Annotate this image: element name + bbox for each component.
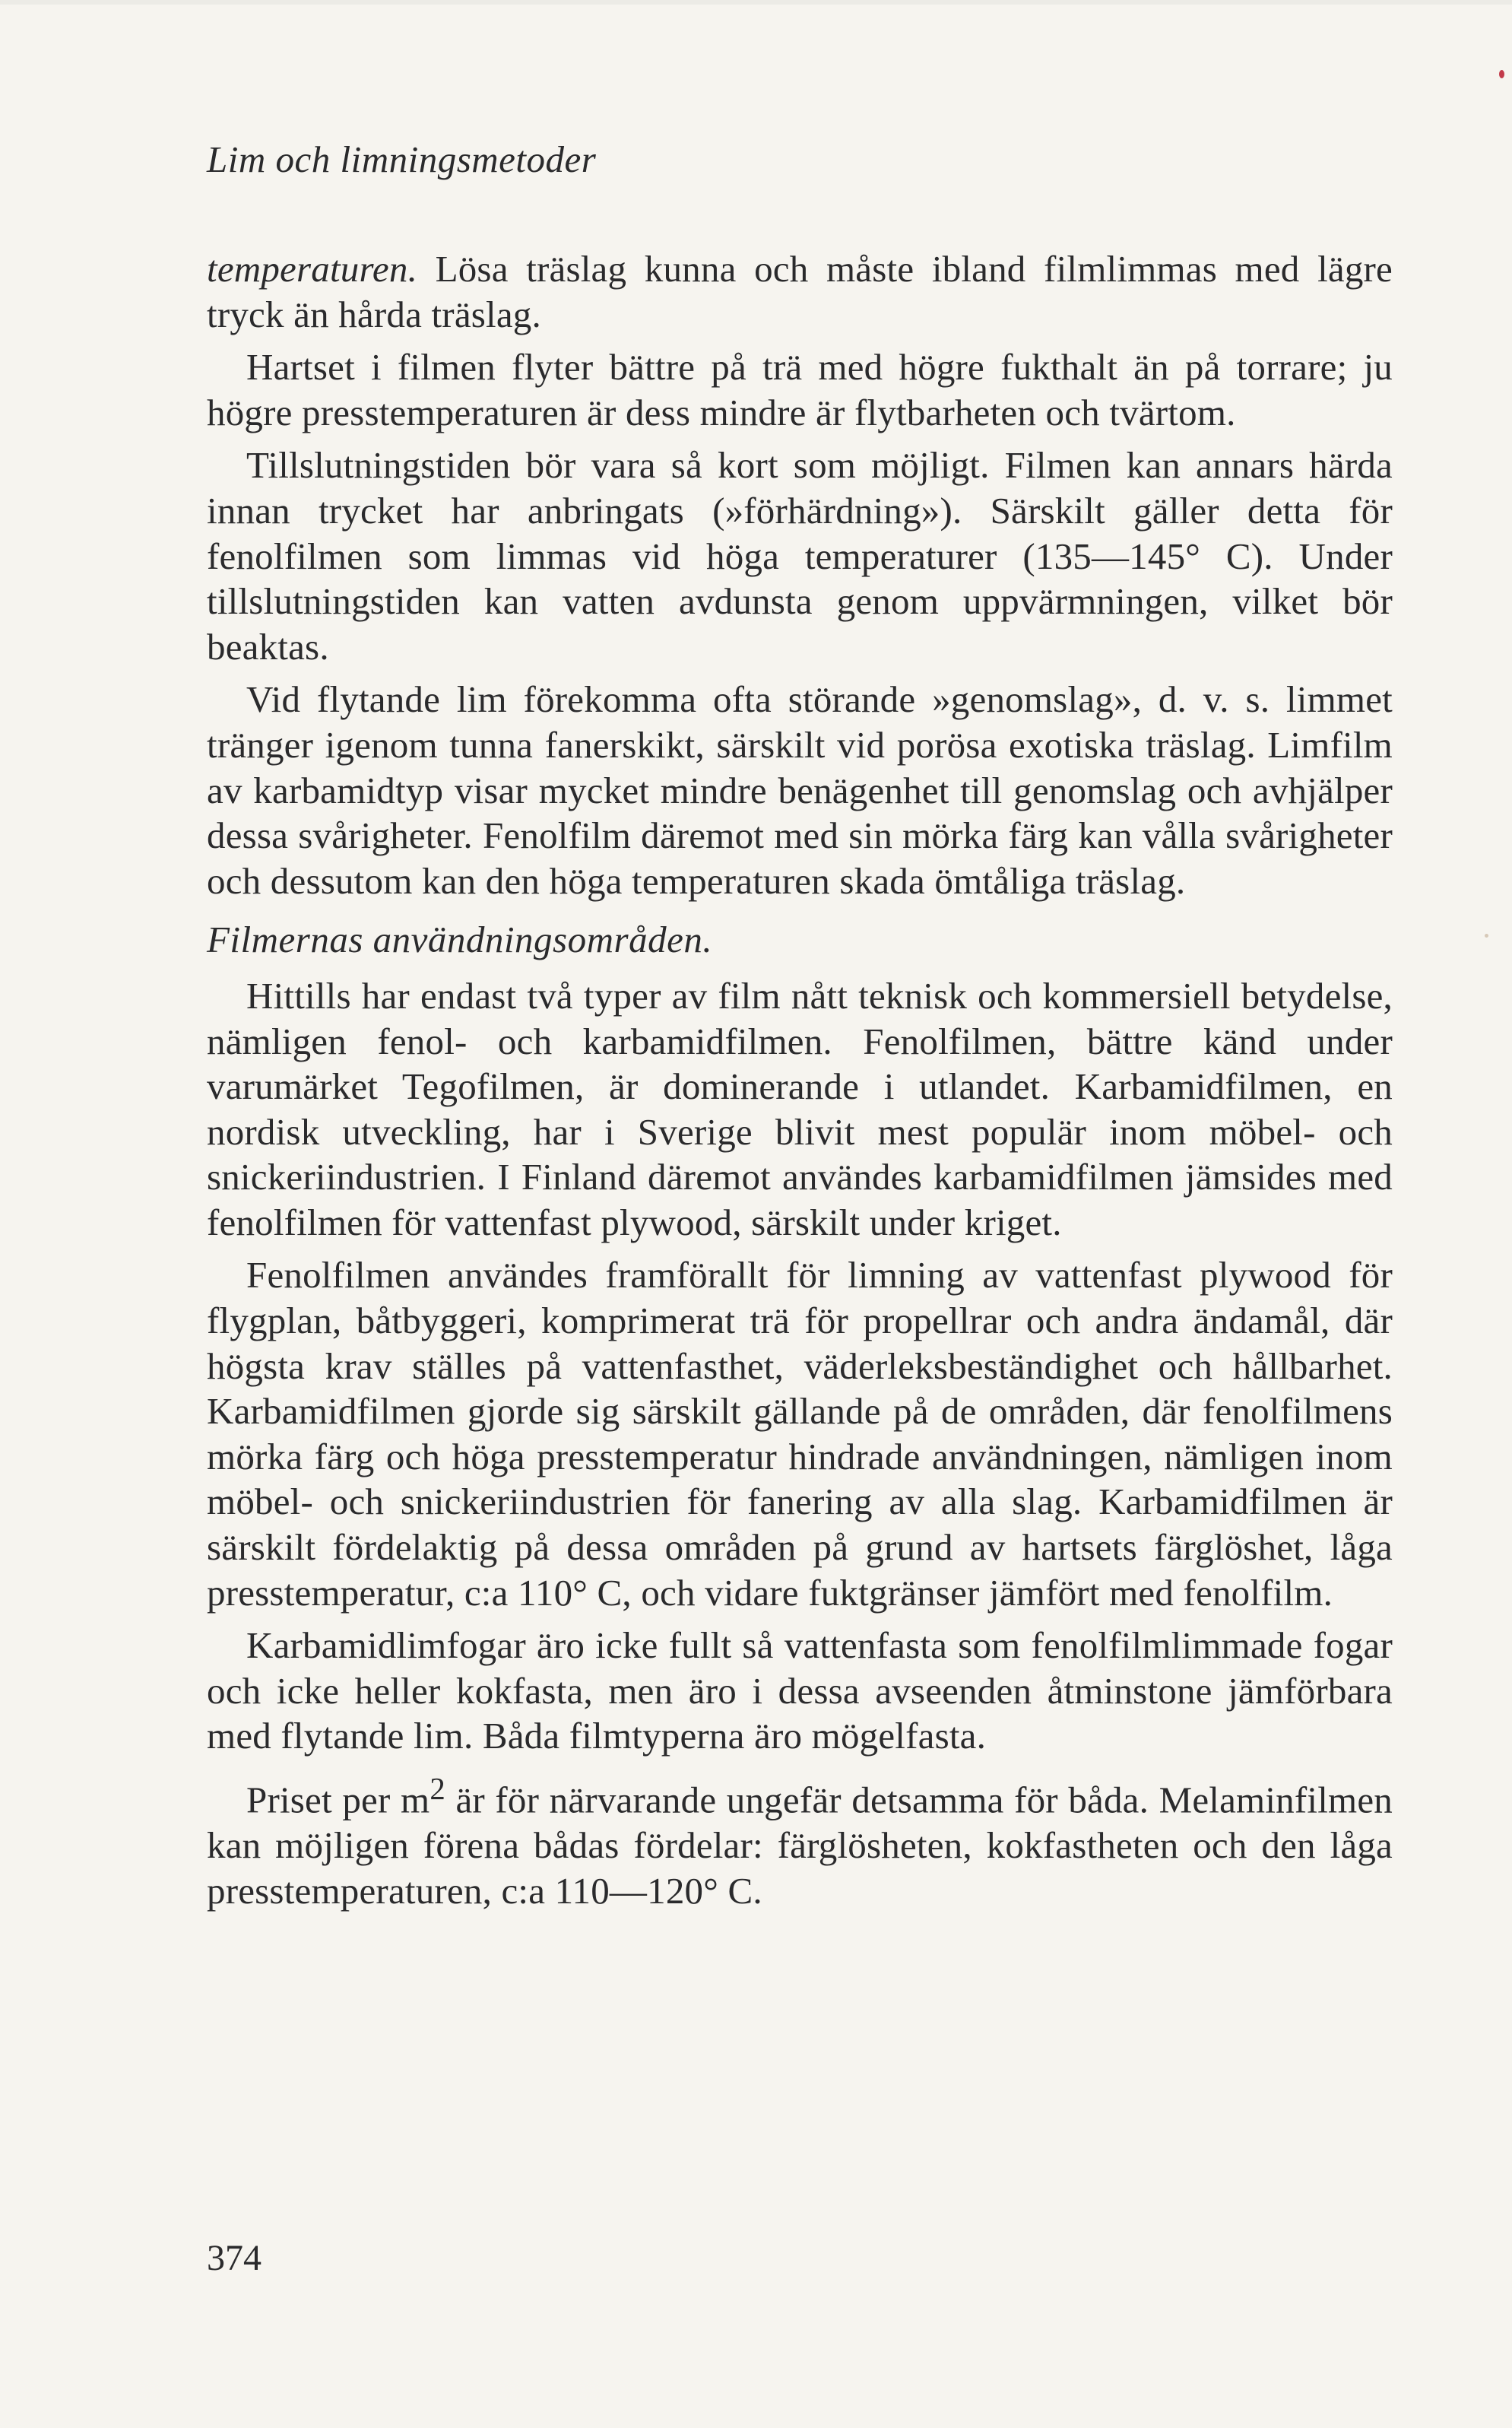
paragraph-8-superscript: 2 — [430, 1772, 445, 1806]
paragraph-1-italic-lead: temperaturen. — [207, 248, 418, 290]
paragraph-7: Karbamidlimfogar äro icke fullt så vattenfasta som fenolfilmlimmade fogar och icke heller kokfasta, men äro i dessa avseenden åtminstone jämförbara med flytande lim. Båda filmtyperna äro mögelfasta. — [207, 1624, 1393, 1757]
paragraph-1 — [207, 246, 1393, 337]
ink-speck-right-margin — [1485, 934, 1488, 938]
paragraph-6: Fenolfilmen användes framförallt för limning av vattenfast plywood för flygplan, båtbyggeri, komprimerat trä för propellrar och andra ändamål, där högsta krav ställes på vattenfasthet, väderleksbeständighet och hållbarhet. Karbamidfilmen gjorde sig särskilt gällande på de områden, där fenolfilmens mörka färg och höga presstemperatur hindrade användningen, nämligen inom möbel- och snickeriindustrien för fanering av alla slag. Karbamidfilmen är särskilt fördelaktig på dessa områden på grund av hartsets färglöshet, låga presstemperatur, c:a 110° C, och vidare fuktgränser jämfört med fenolfilm. — [207, 1254, 1393, 1614]
text-block — [207, 137, 1393, 1921]
paragraph-8-text-a: Priset per m — [246, 1779, 430, 1821]
paragraph-3: Tillslutningstiden bör vara så kort som möjligt. Filmen kan annars härda innan trycket har anbringats (»förhärdning»). Särskilt gäller detta för fenolfilmen som limmas vid höga temperaturer (135—145° C). Under tillslutningstiden kan vatten avdunsta genom uppvärmningen, vilket bör beaktas. — [207, 444, 1393, 668]
running-head: Lim och limningsmetoder — [207, 138, 597, 180]
section-title: Filmernas användningsområden. — [207, 919, 713, 961]
paragraph-8-text-b: är för närvarande ungefär detsamma för båda. Melaminfilmen kan möjligen förena bådas fördelar: färglösheten, kokfastheten och den låga presstemperaturen, c:a 110—120° C. — [207, 1779, 1393, 1912]
paragraph-2: Hartset i filmen flyter bättre på trä med högre fukthalt än på torrare; ju högre presstemperaturen är dess mindre är flytbarheten och tvärtom. — [207, 346, 1393, 433]
paragraph-1-text: Lösa träslag kunna och måste ibland filmlimmas med lägre tryck än hårda träslag. — [207, 248, 1393, 335]
page-top-edge — [0, 0, 1512, 5]
paragraph-8 — [207, 1766, 1393, 1913]
page-number: 374 — [207, 2238, 262, 2278]
paragraph-5: Hittills har endast två typer av film nått teknisk och kommersiell betydelse, nämligen fenol- och karbamidfilmen. Fenolfilmen, bättre känd under varumärket Tegofilmen, är dominerande i utlandet. Karbamidfilmen, en nordisk utveckling, har i Sverige blivit mest populär inom möbel- och snickeriindustrien. I Finland däremot användes karbamidfilmen jämsides med fenolfilmen för vattenfast plywood, särskilt under kriget. — [207, 974, 1393, 1243]
ink-speck-top-right — [1499, 70, 1504, 78]
paragraph-4: Vid flytande lim förekomma ofta störande »genomslag», d. v. s. limmet tränger igenom tunna fanerskikt, särskilt vid porösa exotiska träslag. Limfilm av karbamidtyp visar mycket mindre benägenhet till genomslag och avhjälper dessa svårigheter. Fenolfilm däremot med sin mörka färg kan vålla svårigheter och dessutom kan den höga temperaturen skada ömtåliga träslag. — [207, 678, 1393, 902]
